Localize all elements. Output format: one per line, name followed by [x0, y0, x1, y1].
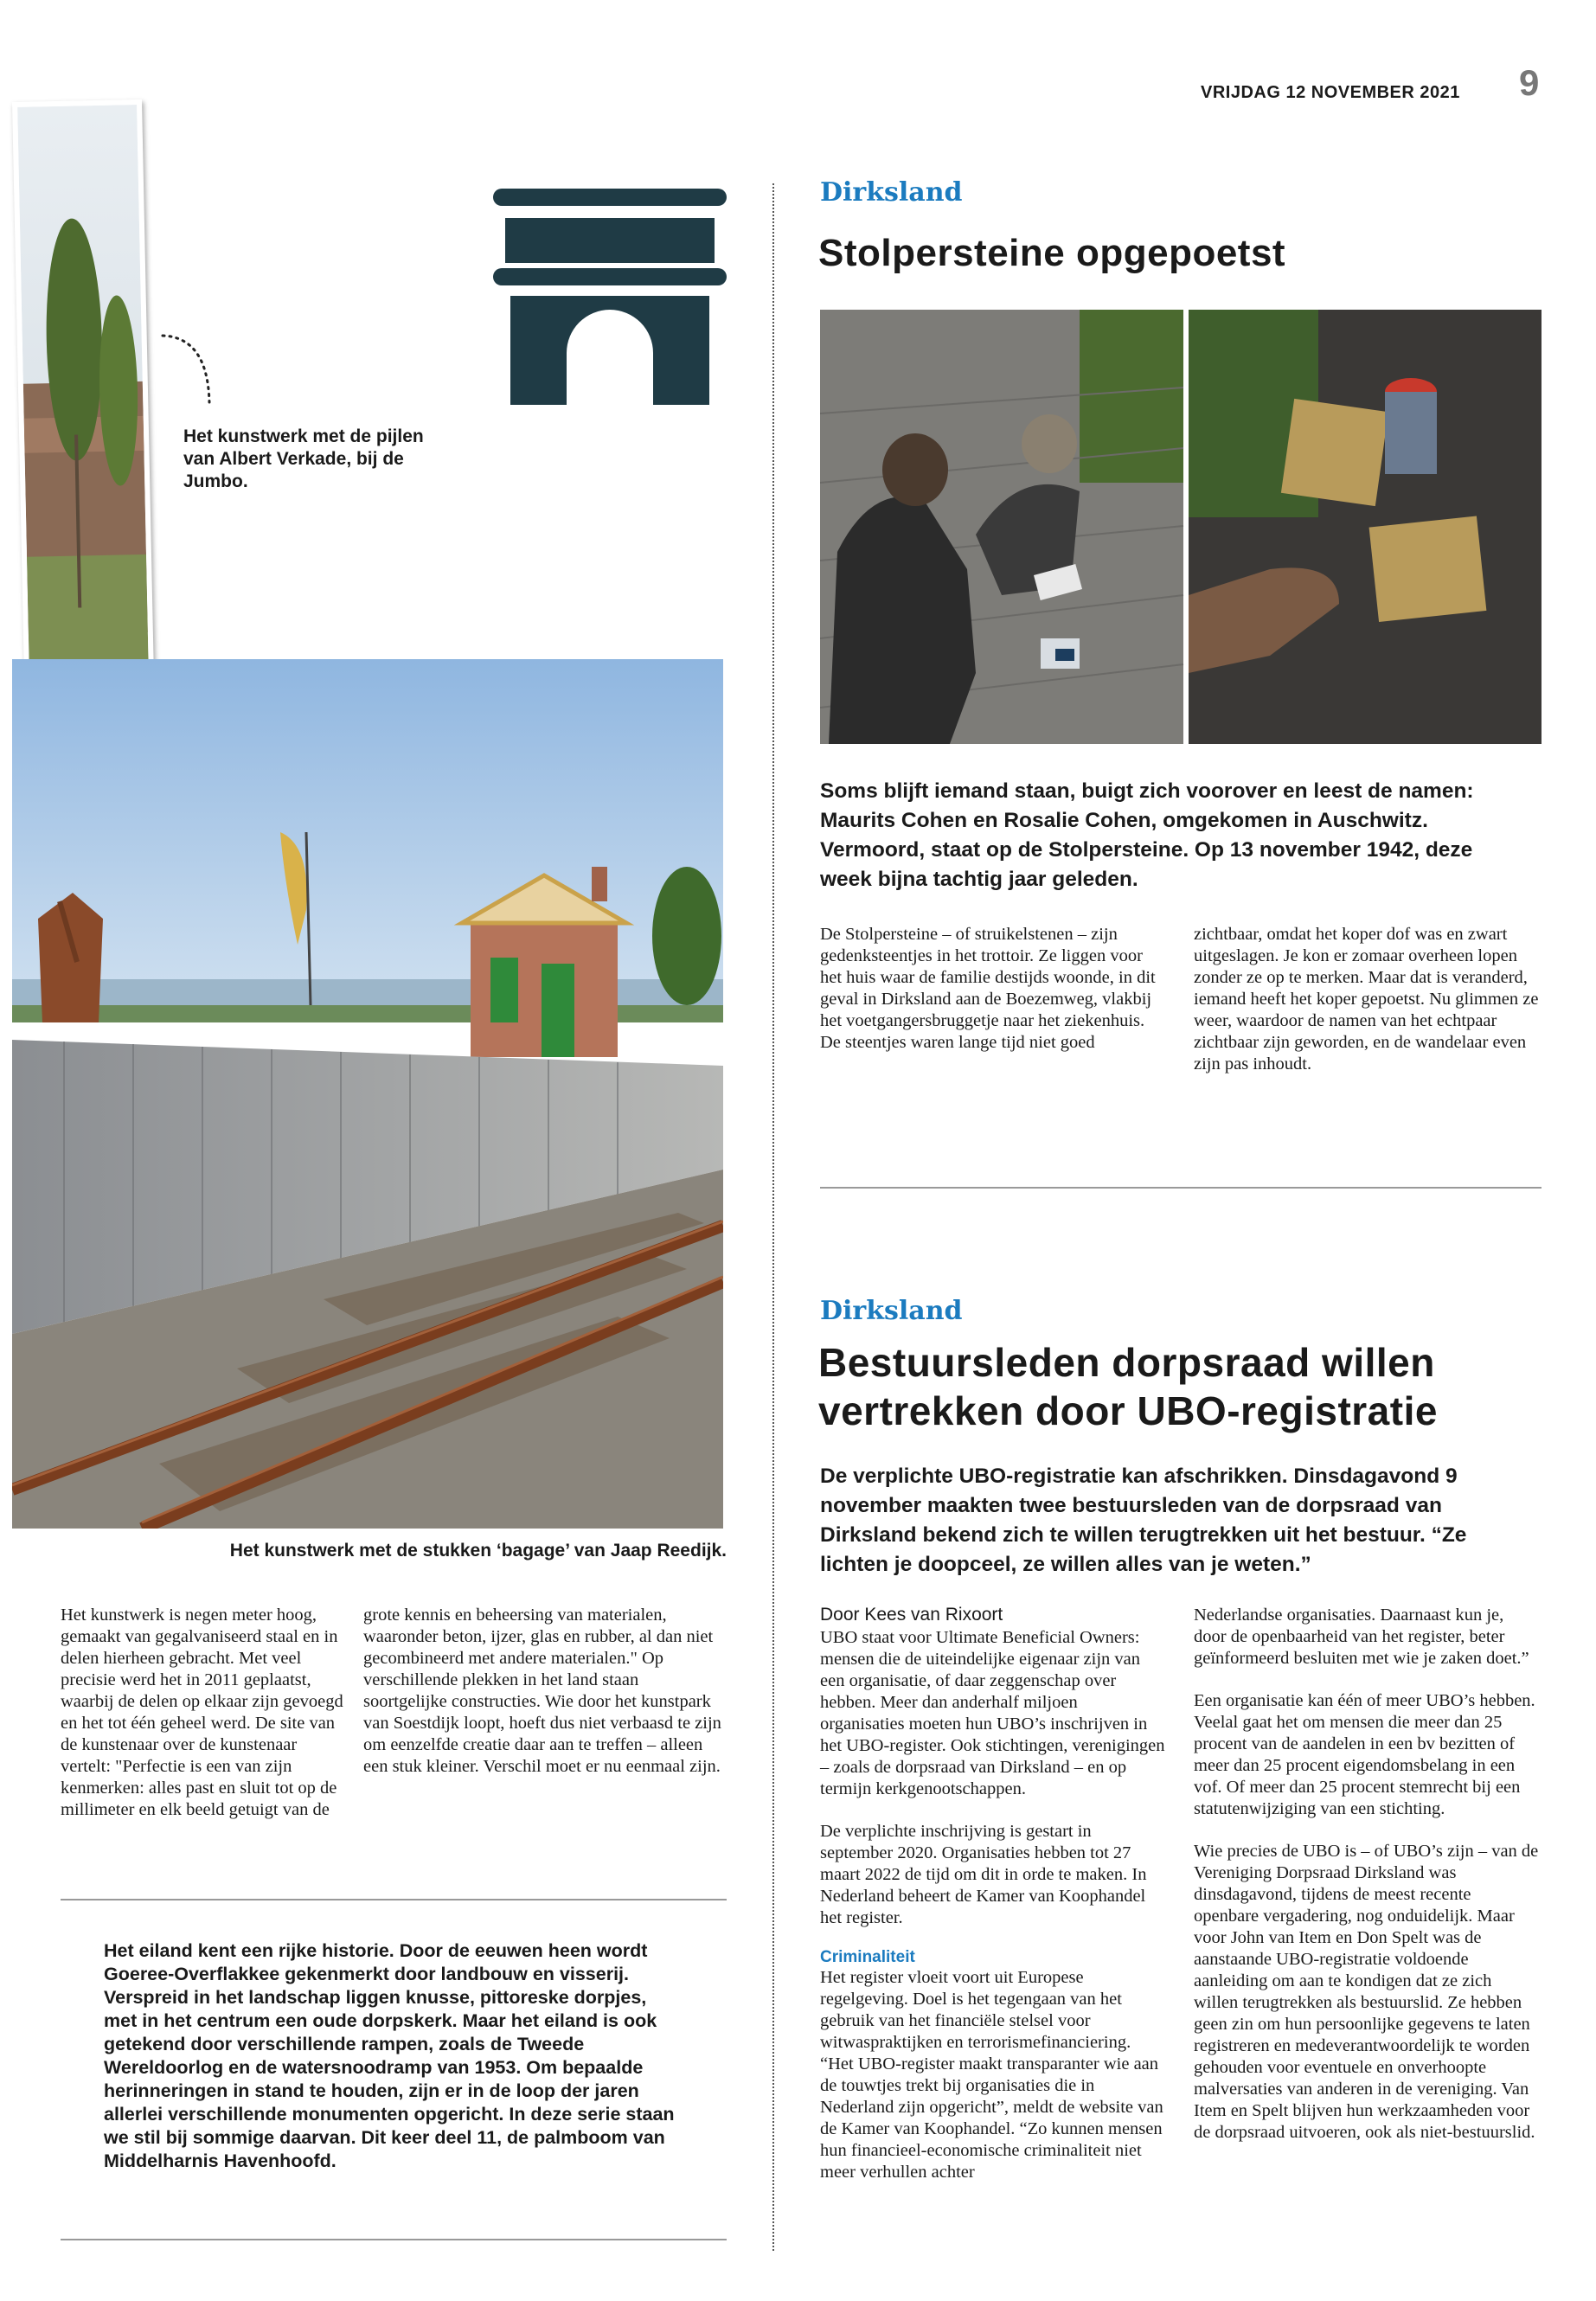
callout-dotted-line: [156, 329, 225, 407]
article2-lead: De verplichte UBO-registratie kan afschrikken. Dinsdagavond 9 november maakten twee bestuursleden van de dorpsraad van Dirksland bekend zich te willen terugtrekken uit het bestuur. “Ze lichten je doopceel, ze willen alles van je weten.”: [820, 1465, 1467, 1576]
stolpersteine-photo: [820, 310, 1542, 744]
article2-col1: [820, 1605, 1166, 2183]
article2-col2: [1194, 1605, 1540, 2144]
article2-headline-line1: Bestuursleden dorpsraad willen: [818, 1340, 1435, 1385]
article1-section: Dirksland: [820, 177, 963, 208]
article1-lead: Soms blijft iemand staan, buigt zich voorover en leest de namen: Maurits Cohen en Rosalie Cohen, omgekomen in Auschwitz. Vermoord, staat op de Stolpersteine. Op 13 november 1942, deze week bijna tachtig jaar geleden.: [820, 779, 1474, 891]
left-body-col2: grote kennis en beheersing van materialen, waaronder beton, ijzer, glas en rubber, al dan niet gecombineerd met andere materialen." Op verschillende plekken in het land staan soortgelijke constructies. Wie door het kunstpark van Soestdijk loopt, hoeft dus niet verbaasd te zijn om eenzelfde creatie daar aan te treffen – alleen een stuk kleiner. Verschil moet er nu eenmaal zijn.: [363, 1606, 721, 1776]
article2-byline: Door Kees van Rixoort: [820, 1605, 1003, 1625]
article2-col2-p3: Wie precies de UBO is – of UBO’s zijn – van de Vereniging Dorpsraad Dirksland was dinsdagavond, tijdens de meest recente openbare vergadering, nog onduidelijk. Maar voor John van Item en Don Spelt was de aanstaande UBO-registratie voldoende aanleiding om aan te kondigen dat ze zich willen terugtrekken als bestuurslid. Ze hebben geen zin om hun persoonlijke gegevens te laten registreren en medeverantwoordelijk te worden gehouden voor eventuele en onverhoopte malversaties van anderen in de vereniging. Van Item en Spelt blijven hun werkzaamheden voor de dorpsraad uitvoeren, ook als niet-bestuurslid.: [1194, 1842, 1539, 2142]
callout-caption: Het kunstwerk met de pijlen van Albert Verkade, bij de Jumbo.: [183, 426, 424, 491]
article2-col2-p1: Nederlandse organisaties. Daarnaast kun je, door de openbaarheid van het register, beter geïnformeerd besluiten met wie je zaken doet.”: [1194, 1606, 1529, 1668]
left-body-col1: Het kunstwerk is negen meter hoog, gemaakt van gegalvaniseerd staal en in delen hierheen gebracht. Met veel precisie werd het in 2011 geplaatst, waarbij de delen op elkaar zijn gevoegd en het tot één geheel werd. De site van de kunstenaar over de kunstenaar vertelt: "Perfectie is een van zijn kenmerken: alles past en sluit tot op de millimeter en elk beeld getuigt van de: [61, 1606, 343, 1819]
main-photo-caption: Het kunstwerk met de stukken ‘bagage’ van Jaap Reedijk.: [229, 1541, 727, 1561]
article2-col2-p2: Een organisatie kan één of meer UBO’s hebben. Veelal gaat het om mensen die meer dan 25 procent van de aandelen in een bv bezitten of meer dan 25 procent eigendomsbelang in een vof. Of meer dan 25 procent stemrecht bij een statutenwijziging van een stichting.: [1194, 1691, 1535, 1818]
column-separator: [772, 183, 774, 2251]
railway-artwork-photo: [12, 659, 723, 1529]
series-intro: Het eiland kent een rijke historie. Door de eeuwen heen wordt Goeree-Overflakkee gekenmerkt door landbouw en visserij. Verspreid in het landschap liggen knusse, pittoreske dorpjes, met in het centrum een oude dorpskerk. Maar het eiland is ook getekend door verschillende rampen, zoals de Tweede Wereldoorlog en de watersnoodramp van 1953. Om bepaalde herinneringen in stand te houden, zijn er in de loop der jaren allerlei verschillende monumenten opgericht. In deze serie staan we stil bij sommige daarvan. Dit keer deel 11, de palmboom van Middelharnis Havenhoofd.: [104, 1940, 675, 2171]
article2-col1-p1: UBO staat voor Ultimate Beneficial Owners: mensen die de uiteindelijke eigenaar zijn van een organisatie, of daar zeggenschap over hebben. Meer dan anderhalf miljoen organisaties moeten hun UBO’s inschrijven in het UBO-register. Ook stichtingen, verenigingen – zoals de dorpsraad van Dirksland – en op termijn kerkgenootschappen.: [820, 1628, 1165, 1798]
article2-section: Dirksland: [820, 1296, 963, 1326]
page-date: VRIJDAG 12 NOVEMBER 2021: [1201, 83, 1460, 102]
left-divider-bottom: [61, 2239, 727, 2240]
article2-col1-p3: Het register vloeit voort uit Europese regelgeving. Doel is het tegengaan van het gebruik van het financiële stelsel voor witwaspraktijken en terrorismefinanciering. “Het UBO-register maakt transparanter wie aan de touwtjes trekt bij organisaties die in Nederland zijn opgericht”, meldt de website van de Kamer van Koophandel. “Zo kunnen mensen hun financieel-economische criminaliteit niet meer verhullen achter: [820, 1968, 1163, 2182]
article1-headline: Stolpersteine opgepoetst: [818, 232, 1286, 274]
right-divider: [820, 1187, 1542, 1189]
article2-headline-line2: vertrekken door UBO-registratie: [818, 1388, 1438, 1433]
left-divider-top: [61, 1899, 727, 1900]
article2-subhead: Criminaliteit: [820, 1948, 915, 1966]
monument-gate-icon: [493, 189, 727, 405]
article2-col1-p2: De verplichte inschrijving is gestart in september 2020. Organisaties hebben tot 27 maart 2022 de tijd om dit in orde te maken. In Nederland beheert de Kamer van Koophandel het register.: [820, 1822, 1147, 1927]
article1-body-col2: zichtbaar, omdat het koper dof was en zwart uitgeslagen. Je kon er zomaar overheen lopen zonder ze op te merken. Maar dat is veranderd, iemand heeft het koper gepoetst. Nu glimmen ze weer, waardoor de namen van het echtpaar zichtbaar zijn geworden, en de wandelaar even zijn pas inhoudt.: [1194, 925, 1539, 1074]
article1-body-col1: De Stolpersteine – of struikelstenen – zijn gedenksteentjes in het trottoir. Ze liggen voor het huis waar de familie destijds woonde, in dit geval in Dirksland aan de Boezemweg, vlakbij het voetgangersbruggetje naar het ziekenhuis. De steentjes waren lange tijd niet goed: [820, 925, 1156, 1052]
page-number: 9: [1519, 62, 1540, 103]
